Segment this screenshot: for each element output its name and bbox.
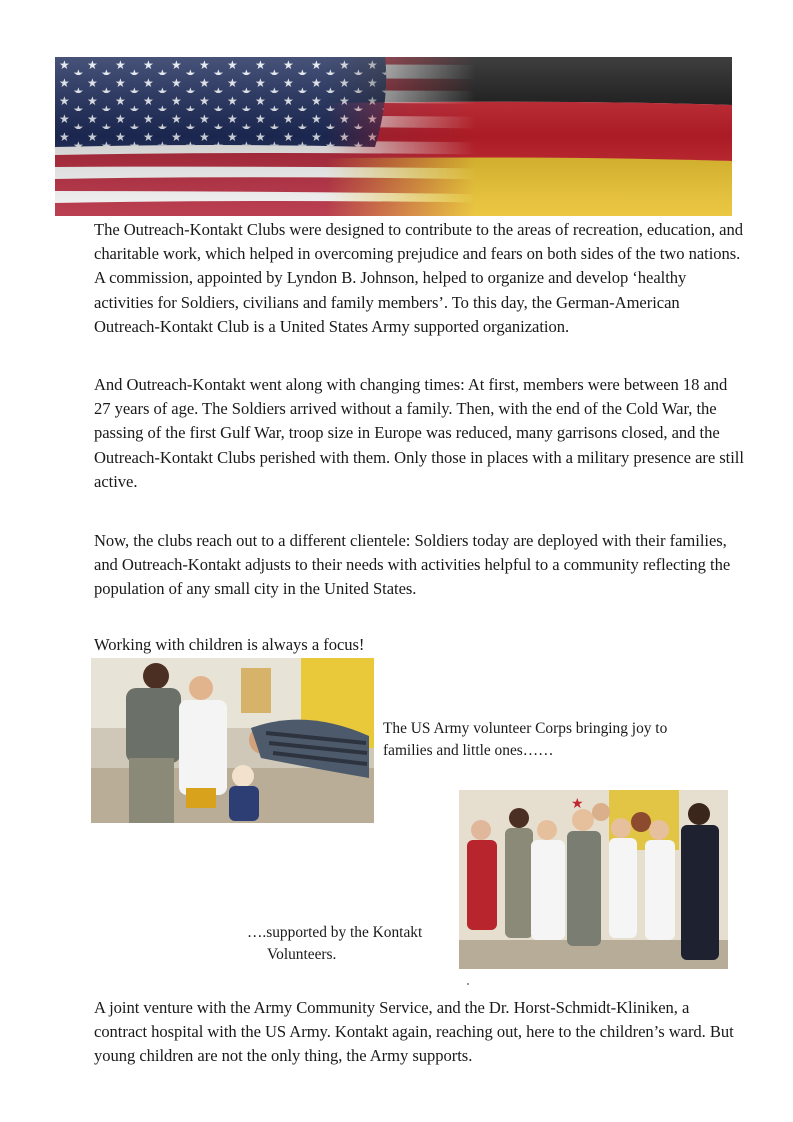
caption-kontakt-volunteers	[247, 922, 457, 966]
photo-soldiers-with-child	[91, 658, 374, 823]
photo-volunteers-group-icon	[459, 790, 728, 969]
svg-text:★: ★	[571, 796, 584, 812]
paragraph-children-focus: Working with children is always a focus!	[94, 635, 365, 654]
caption-volunteer-corps: The US Army volunteer Corps bringing joy to families and little ones……	[383, 720, 668, 759]
photo-soldiers-with-child-icon	[91, 658, 374, 823]
paragraph-clientele: Now, the clubs reach out to a different clientele: Soldiers today are deployed with their families, and Outreach-Kontakt adjusts to their needs with activities helpful to a community reflecting the population of any small city in the United States.	[94, 531, 731, 599]
flag-banner-image	[55, 57, 732, 216]
us-german-flag-icon	[55, 57, 732, 216]
caption-line-2: Volunteers.	[267, 946, 337, 963]
paragraph-intro: The Outreach-Kontakt Clubs were designed to contribute to the areas of recreation, education, and charitable work, which helped in overcoming prejudice and fears on both sides of the two nations. A commission, appointed by Lyndon B. Johnson, helped to organize and develop ‘healthy activities for Soldiers, civilians and family members’. To this day, the German-American Outreach-Kontakt Club is a United States Army supported organization.	[94, 220, 743, 336]
caption-line-1: ….supported by the Kontakt	[247, 924, 423, 941]
paragraph-history: And Outreach-Kontakt went along with changing times: At first, members were between 18 and 27 years of age. The Soldiers arrived without a family. Then, with the end of the Cold War, the passing of the first Gulf War, troop size in Europe was reduced, many garrisons closed, and the Outreach-Kontakt Clubs perished with them. Only those in places with a military presence are still active.	[94, 375, 744, 491]
paragraph-joint-venture: A joint venture with the Army Community Service, and the Dr. Horst-Schmidt-Kliniken, a contract hospital with the US Army. Kontakt again, reaching out, here to the children’s ward. But young children are not the only thing, the Army supports.	[94, 998, 734, 1066]
photo-kontakt-volunteers-group	[459, 790, 728, 969]
stray-dot	[467, 983, 469, 985]
